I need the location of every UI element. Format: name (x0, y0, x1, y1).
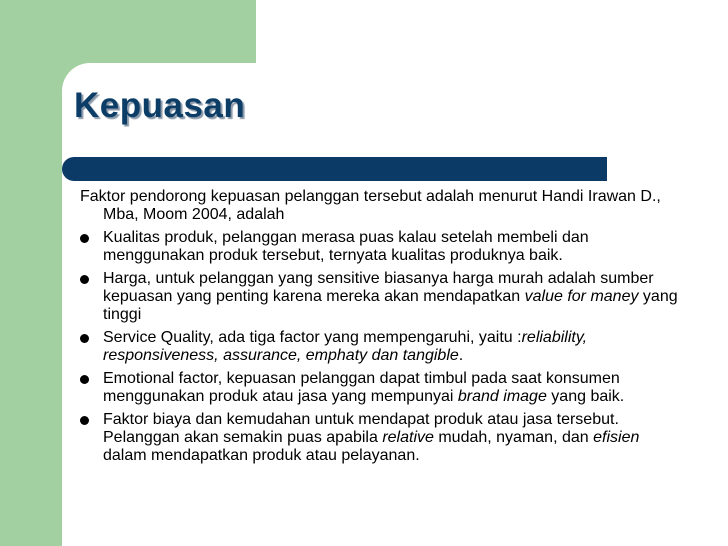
slide-body (80, 188, 680, 470)
bullet-dot-icon (80, 416, 89, 425)
bullet-item-kualitas-produk (80, 229, 680, 265)
bullet-item-faktor-biaya (80, 411, 680, 465)
bullet-item-emotional-factor (80, 370, 680, 406)
title-underline-bar (62, 157, 607, 181)
bullet-text: Service Quality, ada tiga factor yang mempengaruhi, yaitu : (103, 329, 522, 346)
bullet-text: dalam mendapatkan produk atau pelayanan. (103, 447, 420, 464)
bullet-list (80, 229, 680, 465)
bullet-dot-icon (80, 375, 89, 384)
bullet-text: Kualitas produk, pelanggan merasa puas kalau setelah membeli dan menggunakan produk tersebut, ternyata kualitas produknya baik. (103, 229, 589, 264)
bullet-text-italic: reliability, responsiveness, assurance, emphaty dan tangible (103, 329, 588, 364)
bullet-text: Faktor biaya dan kemudahan untuk mendapat produk atau jasa tersebut. Pelanggan akan semakin puas apabila (103, 411, 619, 446)
bullet-text-italic: relative (382, 429, 434, 446)
bullet-text: yang tinggi (103, 288, 678, 323)
bullet-text: yang baik. (546, 388, 625, 405)
slide-title: Kepuasan (74, 86, 246, 125)
bullet-text: mudah, nyaman, dan (433, 429, 594, 446)
bullet-text: Harga, untuk pelanggan yang sensitive biasanya harga murah adalah sumber kepuasan yang penting karena mereka akan mendapatkan (103, 270, 654, 305)
bullet-text: Emotional factor, kepuasan pelanggan dapat timbul pada saat konsumen menggunakan produk atau jasa yang mempunyai (103, 370, 620, 405)
bullet-text-italic: value for maney (524, 288, 639, 305)
intro-paragraph: Faktor pendorong kepuasan pelanggan tersebut adalah menurut Handi Irawan D., Mba, Moom 2004, adalah (80, 188, 661, 223)
bullet-dot-icon (80, 234, 89, 243)
bullet-item-harga (80, 270, 680, 324)
bullet-dot-icon (80, 275, 89, 284)
bullet-text: . (458, 347, 464, 364)
bullet-text-italic: efisien (593, 429, 640, 446)
bullet-dot-icon (80, 334, 89, 343)
bullet-item-service-quality (80, 329, 680, 365)
bullet-text-italic: brand image (457, 388, 547, 405)
